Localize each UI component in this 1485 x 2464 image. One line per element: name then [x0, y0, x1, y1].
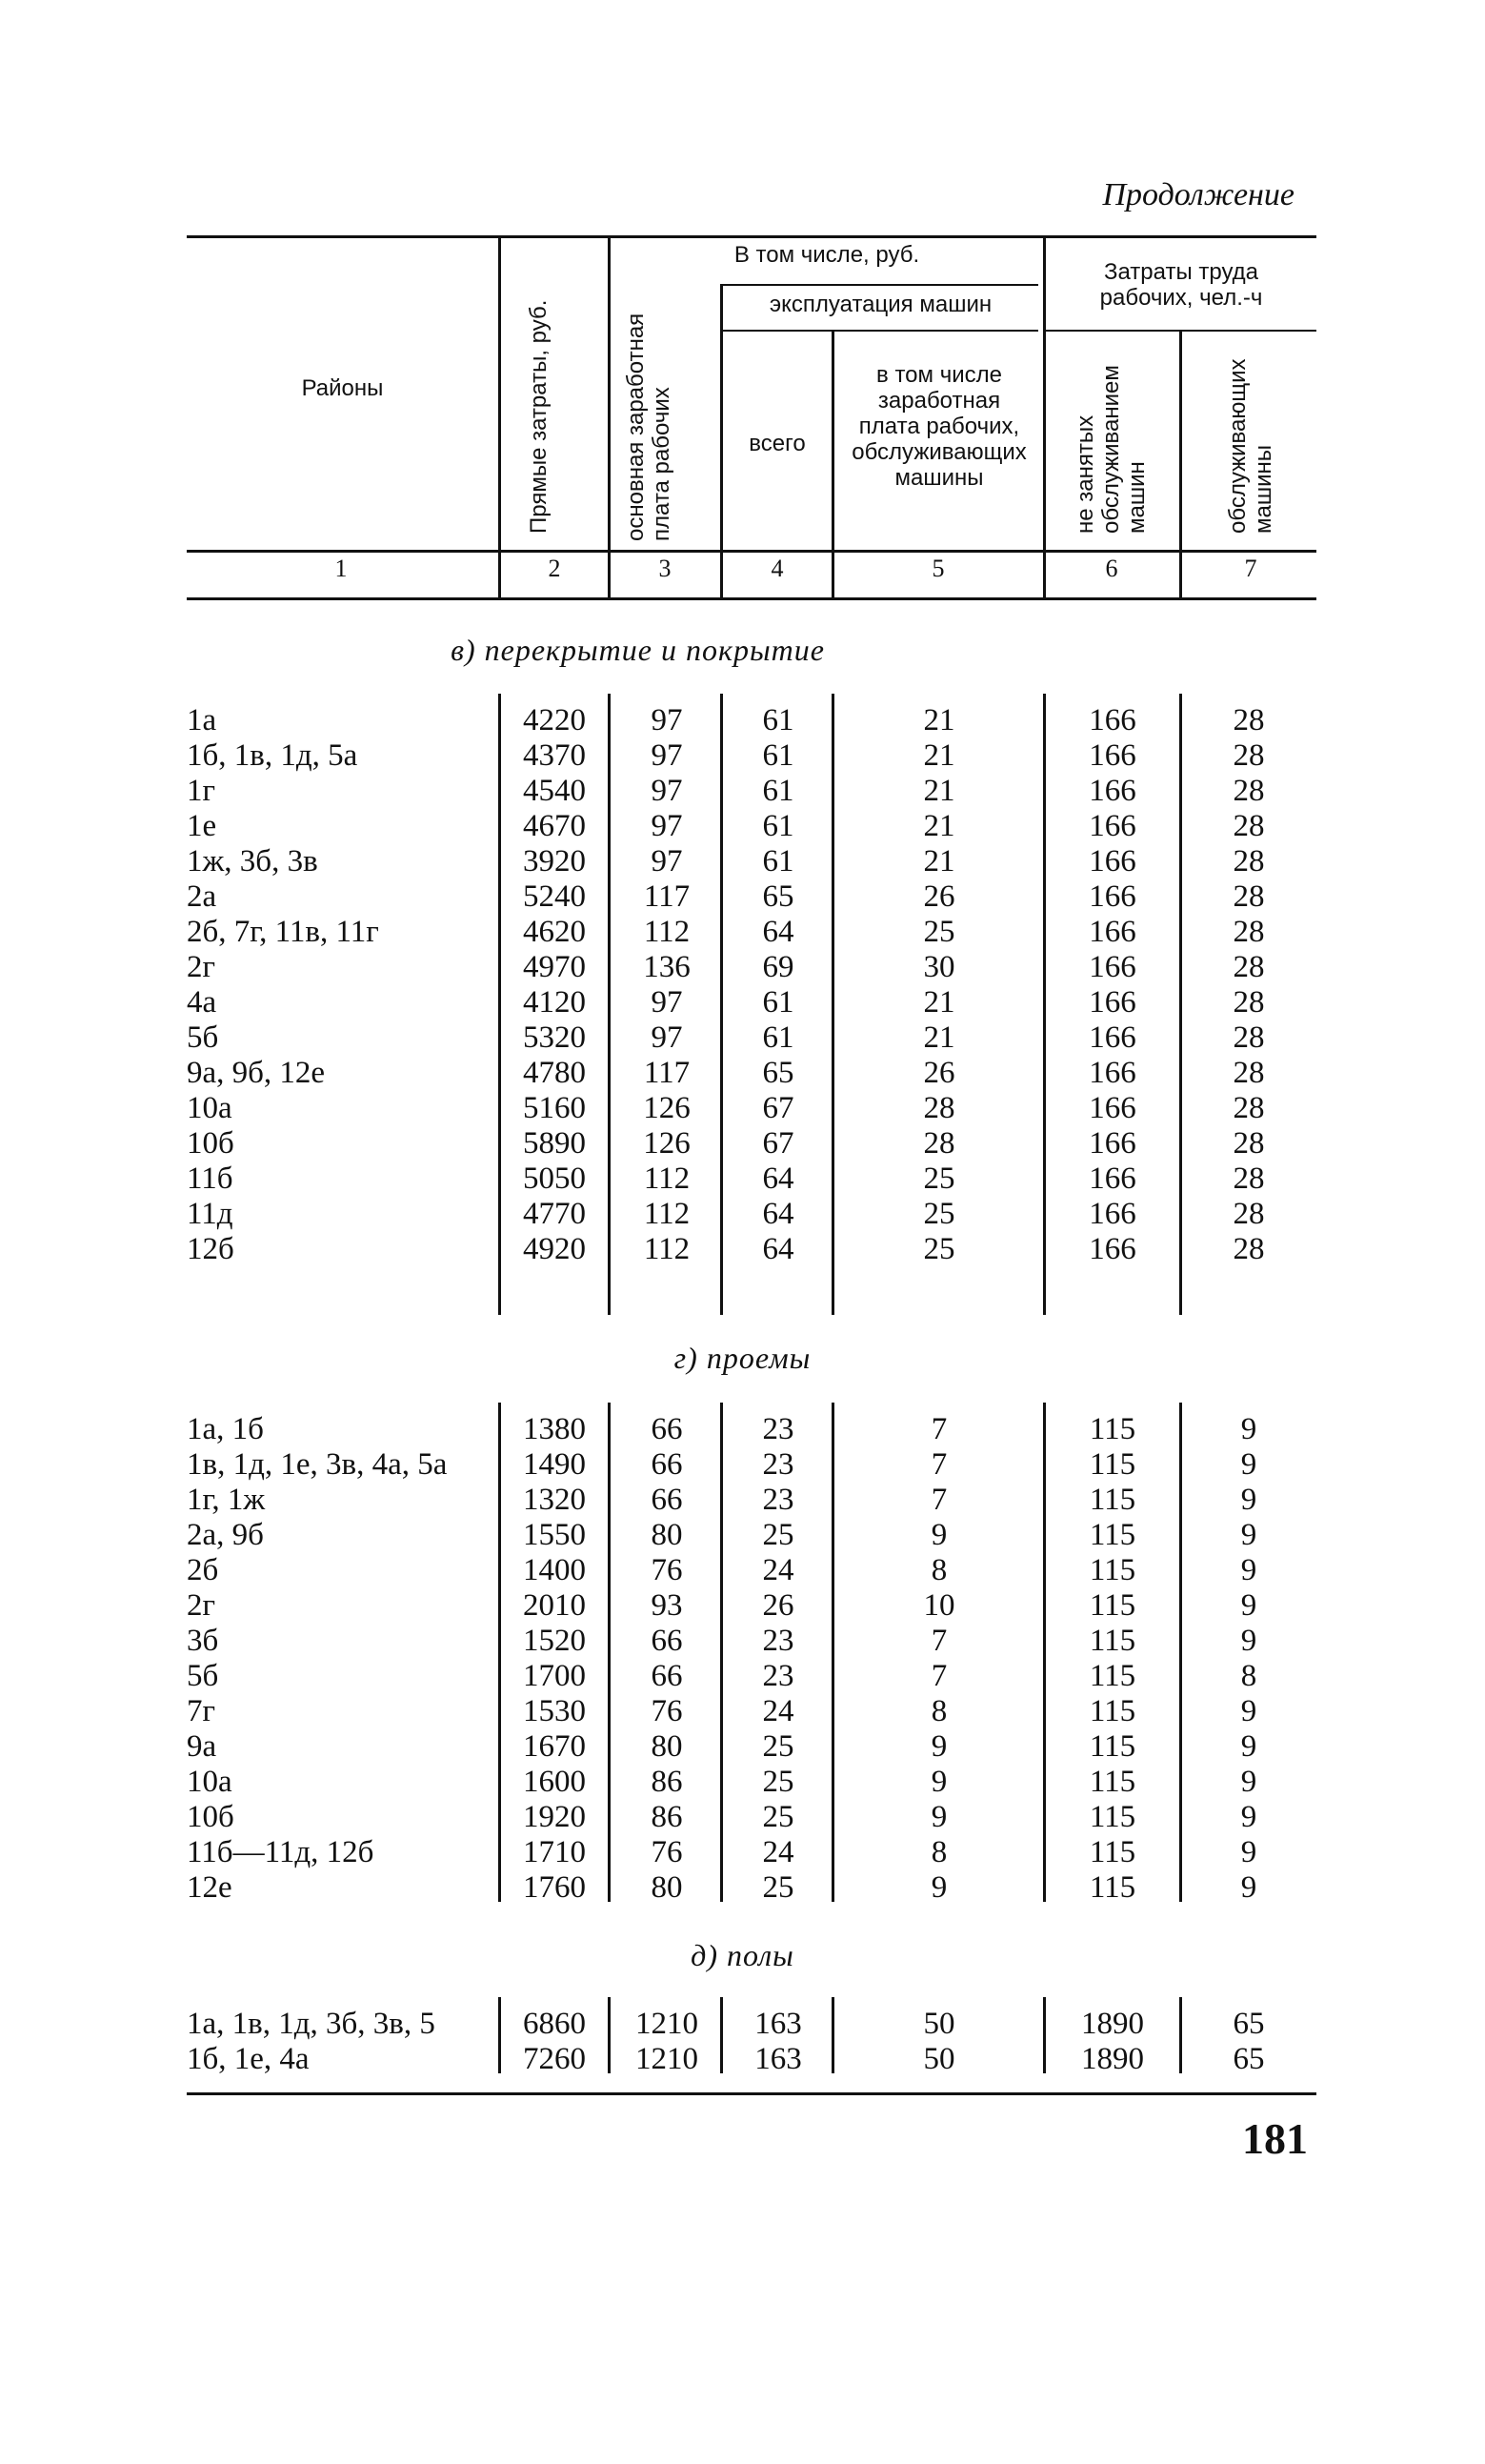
labor-machine-cell: 28 — [1233, 738, 1265, 773]
labor-machine-cell: 9 — [1240, 1553, 1257, 1587]
labor-non-machine-cell: 166 — [1089, 879, 1136, 914]
direct-costs-cell: 4780 — [523, 1056, 586, 1090]
direct-costs-cell: 1700 — [523, 1659, 586, 1693]
district-cell: 2а, 9б — [187, 1518, 264, 1552]
body-vline — [1179, 1403, 1182, 1902]
machine-wages-cell: 9 — [931, 1729, 948, 1764]
machines-total-cell: 64 — [762, 915, 794, 949]
district-cell: 1г, 1ж — [187, 1483, 266, 1517]
district-cell: 10а — [187, 1091, 232, 1125]
district-cell: 1а, 1в, 1д, 3б, 3в, 5 — [187, 2007, 435, 2041]
labor-machine-cell: 9 — [1240, 1800, 1257, 1834]
machines-total-cell: 24 — [762, 1835, 794, 1869]
colnum-4: 4 — [771, 555, 784, 582]
machines-total-cell: 64 — [762, 1161, 794, 1196]
labor-machine-cell: 9 — [1240, 1835, 1257, 1869]
district-cell: 1а, 1б — [187, 1412, 264, 1446]
header-col6: не занятых обслуживанием машин — [1073, 365, 1150, 534]
machine-wages-cell: 21 — [923, 1020, 955, 1055]
district-cell: 11б—11д, 12б — [187, 1835, 374, 1869]
labor-non-machine-cell: 1890 — [1081, 2042, 1144, 2076]
labor-machine-cell: 65 — [1233, 2042, 1265, 2076]
labor-non-machine-cell: 166 — [1089, 809, 1136, 843]
machine-wages-cell: 21 — [923, 809, 955, 843]
labor-non-machine-cell: 115 — [1089, 1800, 1136, 1834]
labor-non-machine-cell: 166 — [1089, 703, 1136, 737]
machines-total-cell: 65 — [762, 879, 794, 914]
labor-non-machine-cell: 166 — [1089, 915, 1136, 949]
table-bottom-rule — [187, 2092, 1316, 2095]
direct-costs-cell: 1760 — [523, 1870, 586, 1905]
district-cell: 1б, 1е, 4а — [187, 2042, 310, 2076]
direct-costs-cell: 1520 — [523, 1624, 586, 1658]
colnum-2: 2 — [548, 555, 561, 582]
labor-non-machine-cell: 115 — [1089, 1835, 1136, 1869]
direct-costs-cell: 1320 — [523, 1483, 586, 1517]
labor-non-machine-cell: 166 — [1089, 1056, 1136, 1090]
labor-machine-cell: 9 — [1240, 1518, 1257, 1552]
labor-machine-cell: 28 — [1233, 1020, 1265, 1055]
machines-total-cell: 67 — [762, 1091, 794, 1125]
direct-costs-cell: 3920 — [523, 844, 586, 879]
district-cell: 5б — [187, 1659, 219, 1693]
labor-non-machine-cell: 115 — [1089, 1588, 1136, 1623]
machine-wages-cell: 9 — [931, 1518, 948, 1552]
machines-total-cell: 26 — [762, 1588, 794, 1623]
direct-costs-cell: 7260 — [523, 2042, 586, 2076]
labor-machine-cell: 28 — [1233, 809, 1265, 843]
direct-costs-cell: 5050 — [523, 1161, 586, 1196]
header-group-machines: эксплуатация машин — [769, 292, 993, 317]
labor-machine-cell: 9 — [1240, 1729, 1257, 1764]
machines-total-cell: 23 — [762, 1624, 794, 1658]
base-wages-cell: 126 — [643, 1126, 691, 1161]
labor-non-machine-cell: 115 — [1089, 1412, 1136, 1446]
labor-non-machine-cell: 166 — [1089, 1161, 1136, 1196]
direct-costs-cell: 5240 — [523, 879, 586, 914]
base-wages-cell: 112 — [643, 1197, 691, 1231]
labor-machine-cell: 28 — [1233, 844, 1265, 879]
district-cell: 7г — [187, 1694, 216, 1728]
base-wages-cell: 97 — [651, 1020, 683, 1055]
labor-non-machine-cell: 166 — [1089, 774, 1136, 808]
machine-wages-cell: 50 — [923, 2007, 955, 2041]
base-wages-cell: 97 — [651, 985, 683, 1020]
machines-total-cell: 25 — [762, 1765, 794, 1799]
header-col1: Районы — [301, 375, 384, 401]
base-wages-cell: 76 — [651, 1835, 683, 1869]
labor-non-machine-cell: 115 — [1089, 1518, 1136, 1552]
direct-costs-cell: 1530 — [523, 1694, 586, 1728]
labor-machine-cell: 28 — [1233, 1232, 1265, 1266]
labor-non-machine-cell: 166 — [1089, 1197, 1136, 1231]
labor-machine-cell: 9 — [1240, 1694, 1257, 1728]
labor-machine-cell: 28 — [1233, 985, 1265, 1020]
labor-non-machine-cell: 166 — [1089, 738, 1136, 773]
district-cell: 1е — [187, 809, 217, 843]
colnum-5: 5 — [932, 555, 945, 582]
direct-costs-cell: 4120 — [523, 985, 586, 1020]
district-cell: 1ж, 3б, 3в — [187, 844, 318, 879]
base-wages-cell: 93 — [651, 1588, 683, 1623]
base-wages-cell: 66 — [651, 1447, 683, 1482]
district-cell: 3б — [187, 1624, 219, 1658]
base-wages-cell: 97 — [651, 774, 683, 808]
machine-wages-cell: 8 — [931, 1553, 948, 1587]
base-wages-cell: 86 — [651, 1800, 683, 1834]
header-vline-1 — [498, 235, 501, 600]
base-wages-cell: 126 — [643, 1091, 691, 1125]
base-wages-cell: 97 — [651, 703, 683, 737]
direct-costs-cell: 5160 — [523, 1091, 586, 1125]
base-wages-cell: 97 — [651, 809, 683, 843]
district-cell: 10б — [187, 1800, 234, 1834]
labor-non-machine-cell: 1890 — [1081, 2007, 1144, 2041]
district-cell: 2б, 7г, 11в, 11г — [187, 915, 379, 949]
header-vline-5 — [1043, 235, 1046, 600]
base-wages-cell: 1210 — [635, 2042, 698, 2076]
machines-total-cell: 61 — [762, 844, 794, 879]
labor-non-machine-cell: 115 — [1089, 1659, 1136, 1693]
direct-costs-cell: 4620 — [523, 915, 586, 949]
direct-costs-cell: 4770 — [523, 1197, 586, 1231]
machine-wages-cell: 25 — [923, 1161, 955, 1196]
machine-wages-cell: 21 — [923, 985, 955, 1020]
machines-total-cell: 61 — [762, 809, 794, 843]
machine-wages-cell: 21 — [923, 774, 955, 808]
machines-total-cell: 25 — [762, 1729, 794, 1764]
base-wages-cell: 76 — [651, 1553, 683, 1587]
labor-non-machine-cell: 115 — [1089, 1765, 1136, 1799]
machine-wages-cell: 8 — [931, 1835, 948, 1869]
labor-non-machine-cell: 115 — [1089, 1553, 1136, 1587]
body-vline — [1179, 694, 1182, 1315]
header-rule-machines — [722, 284, 1038, 286]
machines-total-cell: 23 — [762, 1659, 794, 1693]
body-vline — [1043, 1403, 1046, 1902]
district-cell: 2г — [187, 1588, 216, 1623]
labor-machine-cell: 9 — [1240, 1447, 1257, 1482]
header-col5: в том числе заработная плата рабочих, обслуживающих машины — [852, 362, 1027, 491]
district-cell: 1в, 1д, 1е, 3в, 4а, 5а — [187, 1447, 448, 1482]
labor-machine-cell: 28 — [1233, 774, 1265, 808]
district-cell: 1а — [187, 703, 217, 737]
machine-wages-cell: 25 — [923, 915, 955, 949]
base-wages-cell: 66 — [651, 1483, 683, 1517]
labor-non-machine-cell: 115 — [1089, 1483, 1136, 1517]
machines-total-cell: 23 — [762, 1483, 794, 1517]
direct-costs-cell: 5890 — [523, 1126, 586, 1161]
base-wages-cell: 112 — [643, 915, 691, 949]
machine-wages-cell: 21 — [923, 844, 955, 879]
machine-wages-cell: 7 — [931, 1624, 948, 1658]
machines-total-cell: 24 — [762, 1553, 794, 1587]
base-wages-cell: 86 — [651, 1765, 683, 1799]
labor-machine-cell: 28 — [1233, 879, 1265, 914]
machines-total-cell: 61 — [762, 774, 794, 808]
base-wages-cell: 80 — [651, 1729, 683, 1764]
district-cell: 2б — [187, 1553, 219, 1587]
base-wages-cell: 117 — [643, 1056, 691, 1090]
machine-wages-cell: 9 — [931, 1765, 948, 1799]
machine-wages-cell: 28 — [923, 1126, 955, 1161]
machine-wages-cell: 28 — [923, 1091, 955, 1125]
district-cell: 10а — [187, 1765, 232, 1799]
labor-machine-cell: 28 — [1233, 915, 1265, 949]
direct-costs-cell: 1400 — [523, 1553, 586, 1587]
machines-total-cell: 24 — [762, 1694, 794, 1728]
labor-machine-cell: 9 — [1240, 1765, 1257, 1799]
base-wages-cell: 80 — [651, 1518, 683, 1552]
district-cell: 1б, 1в, 1д, 5а — [187, 738, 358, 773]
header-vline-2 — [608, 235, 611, 600]
body-vline — [1043, 694, 1046, 1315]
direct-costs-cell: 4540 — [523, 774, 586, 808]
labor-machine-cell: 8 — [1240, 1659, 1257, 1693]
direct-costs-cell: 4370 — [523, 738, 586, 773]
machines-total-cell: 25 — [762, 1518, 794, 1552]
labor-machine-cell: 28 — [1233, 1091, 1265, 1125]
direct-costs-cell: 1380 — [523, 1412, 586, 1446]
machines-total-cell: 69 — [762, 950, 794, 984]
labor-machine-cell: 28 — [1233, 1197, 1265, 1231]
base-wages-cell: 66 — [651, 1412, 683, 1446]
district-cell: 5б — [187, 1020, 219, 1055]
machine-wages-cell: 26 — [923, 879, 955, 914]
page-header: Продолжение — [1102, 177, 1294, 212]
base-wages-cell: 112 — [643, 1232, 691, 1266]
machine-wages-cell: 21 — [923, 738, 955, 773]
section-title-floors-roofs: в) перекрытие и покрытие — [451, 633, 825, 667]
labor-machine-cell: 9 — [1240, 1412, 1257, 1446]
machines-total-cell: 61 — [762, 985, 794, 1020]
base-wages-cell: 1210 — [635, 2007, 698, 2041]
base-wages-cell: 112 — [643, 1161, 691, 1196]
machine-wages-cell: 7 — [931, 1483, 948, 1517]
base-wages-cell: 76 — [651, 1694, 683, 1728]
labor-machine-cell: 28 — [1233, 950, 1265, 984]
direct-costs-cell: 5320 — [523, 1020, 586, 1055]
direct-costs-cell: 4220 — [523, 703, 586, 737]
labor-machine-cell: 9 — [1240, 1870, 1257, 1905]
machines-total-cell: 25 — [762, 1870, 794, 1905]
direct-costs-cell: 1920 — [523, 1800, 586, 1834]
base-wages-cell: 97 — [651, 738, 683, 773]
direct-costs-cell: 1710 — [523, 1835, 586, 1869]
district-cell: 11б — [187, 1161, 233, 1196]
machine-wages-cell: 26 — [923, 1056, 955, 1090]
header-col4: всего — [749, 431, 806, 456]
machine-wages-cell: 7 — [931, 1412, 948, 1446]
direct-costs-cell: 2010 — [523, 1588, 586, 1623]
direct-costs-cell: 4970 — [523, 950, 586, 984]
machine-wages-cell: 8 — [931, 1694, 948, 1728]
machines-total-cell: 25 — [762, 1800, 794, 1834]
district-cell: 10б — [187, 1126, 234, 1161]
labor-non-machine-cell: 115 — [1089, 1729, 1136, 1764]
header-col3: основная заработная плата рабочих — [623, 313, 674, 541]
section-title-floors: д) полы — [691, 1938, 794, 1972]
direct-costs-cell: 1600 — [523, 1765, 586, 1799]
colnum-3: 3 — [658, 555, 672, 582]
page-number: 181 — [1242, 2114, 1308, 2163]
base-wages-cell: 97 — [651, 844, 683, 879]
colnum-7: 7 — [1244, 555, 1257, 582]
machines-total-cell: 163 — [754, 2007, 802, 2041]
machines-total-cell: 163 — [754, 2042, 802, 2076]
labor-machine-cell: 9 — [1240, 1483, 1257, 1517]
section-title-openings: г) проемы — [673, 1341, 812, 1375]
machines-total-cell: 61 — [762, 1020, 794, 1055]
machines-total-cell: 61 — [762, 703, 794, 737]
machines-total-cell: 23 — [762, 1412, 794, 1446]
direct-costs-cell: 1550 — [523, 1518, 586, 1552]
machines-total-cell: 65 — [762, 1056, 794, 1090]
labor-machine-cell: 28 — [1233, 1056, 1265, 1090]
base-wages-cell: 66 — [651, 1659, 683, 1693]
machine-wages-cell: 9 — [931, 1870, 948, 1905]
labor-non-machine-cell: 166 — [1089, 985, 1136, 1020]
base-wages-cell: 80 — [651, 1870, 683, 1905]
district-cell: 11д — [187, 1197, 233, 1231]
machine-wages-cell: 25 — [923, 1197, 955, 1231]
colnum-1: 1 — [334, 555, 348, 582]
direct-costs-cell: 1490 — [523, 1447, 586, 1482]
machine-wages-cell: 7 — [931, 1447, 948, 1482]
machine-wages-cell: 9 — [931, 1800, 948, 1834]
district-cell: 4а — [187, 985, 217, 1020]
district-cell: 9а, 9б, 12е — [187, 1056, 326, 1090]
machine-wages-cell: 50 — [923, 2042, 955, 2076]
district-cell: 12е — [187, 1870, 232, 1905]
colnum-6: 6 — [1105, 555, 1118, 582]
district-cell: 9а — [187, 1729, 217, 1764]
labor-non-machine-cell: 166 — [1089, 844, 1136, 879]
base-wages-cell: 66 — [651, 1624, 683, 1658]
labor-non-machine-cell: 115 — [1089, 1447, 1136, 1482]
labor-machine-cell: 28 — [1233, 1126, 1265, 1161]
header-col7: обслуживающих машины — [1225, 358, 1276, 534]
body-vline — [1043, 1997, 1046, 2073]
machine-wages-cell: 7 — [931, 1659, 948, 1693]
machine-wages-cell: 21 — [923, 703, 955, 737]
direct-costs-cell: 6860 — [523, 2007, 586, 2041]
base-wages-cell: 136 — [643, 950, 691, 984]
labor-non-machine-cell: 166 — [1089, 1126, 1136, 1161]
labor-machine-cell: 65 — [1233, 2007, 1265, 2041]
district-cell: 2а — [187, 879, 217, 914]
header-group-incl: В том числе, руб. — [733, 242, 920, 268]
machines-total-cell: 67 — [762, 1126, 794, 1161]
header-col2: Прямые затраты, руб. — [526, 299, 552, 534]
machine-wages-cell: 30 — [923, 950, 955, 984]
machine-wages-cell: 25 — [923, 1232, 955, 1266]
labor-non-machine-cell: 166 — [1089, 1232, 1136, 1266]
district-cell: 12б — [187, 1232, 234, 1266]
body-vline — [1179, 1997, 1182, 2073]
labor-machine-cell: 9 — [1240, 1624, 1257, 1658]
table-top-rule — [187, 235, 1316, 238]
machines-total-cell: 23 — [762, 1447, 794, 1482]
labor-machine-cell: 9 — [1240, 1588, 1257, 1623]
labor-machine-cell: 28 — [1233, 703, 1265, 737]
machines-total-cell: 64 — [762, 1232, 794, 1266]
header-group-labor: Затраты труда рабочих, чел.-ч — [1099, 259, 1263, 311]
machines-total-cell: 61 — [762, 738, 794, 773]
district-cell: 2г — [187, 950, 216, 984]
header-rule-machines-sub — [722, 330, 1038, 332]
machines-total-cell: 64 — [762, 1197, 794, 1231]
direct-costs-cell: 1670 — [523, 1729, 586, 1764]
colnum-bottom-rule — [187, 597, 1316, 600]
district-cell: 1г — [187, 774, 216, 808]
header-vline-6 — [1179, 330, 1182, 600]
labor-non-machine-cell: 166 — [1089, 1091, 1136, 1125]
labor-non-machine-cell: 115 — [1089, 1694, 1136, 1728]
labor-non-machine-cell: 166 — [1089, 1020, 1136, 1055]
header-vline-4 — [832, 330, 834, 600]
labor-machine-cell: 28 — [1233, 1161, 1265, 1196]
labor-non-machine-cell: 115 — [1089, 1870, 1136, 1905]
direct-costs-cell: 4670 — [523, 809, 586, 843]
labor-non-machine-cell: 115 — [1089, 1624, 1136, 1658]
labor-non-machine-cell: 166 — [1089, 950, 1136, 984]
header-bottom-rule — [187, 550, 1316, 553]
base-wages-cell: 117 — [643, 879, 691, 914]
direct-costs-cell: 4920 — [523, 1232, 586, 1266]
machine-wages-cell: 10 — [923, 1588, 955, 1623]
